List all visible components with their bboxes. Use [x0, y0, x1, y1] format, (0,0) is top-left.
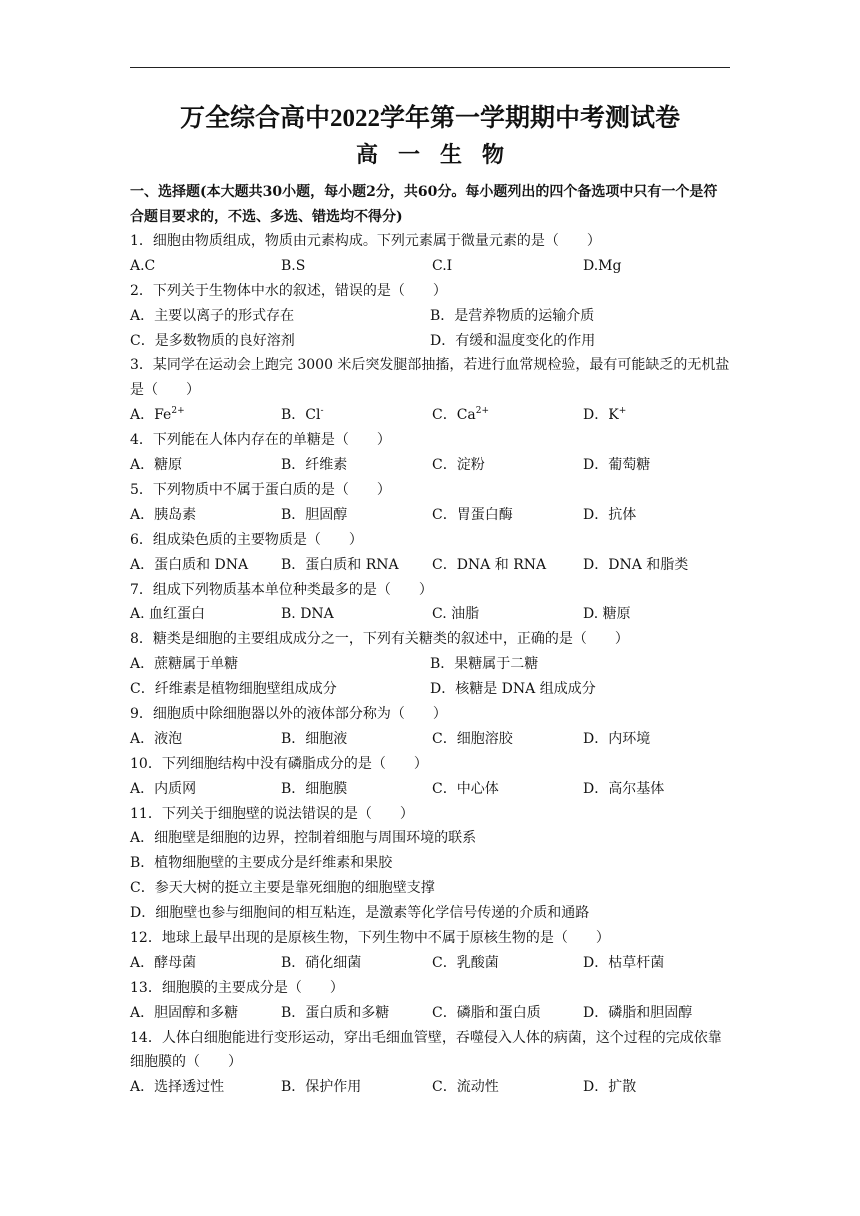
option-c: C．磷脂和蛋白质: [432, 1004, 541, 1021]
question-13-options: [130, 1001, 730, 1026]
question-8-options-row2: [130, 677, 730, 702]
exam-title: 万全综合高中2022学年第一学期期中考测试卷: [179, 105, 680, 132]
question-12-options: [130, 951, 730, 976]
option-b: B．细胞膜: [281, 780, 348, 797]
option-b: B. DNA: [281, 606, 334, 623]
option-a: A.C: [130, 257, 156, 274]
option-b: B．保护作用: [281, 1079, 362, 1096]
option-b: B．硝化细菌: [281, 954, 362, 971]
option-c: C．参天大树的挺立主要是靠死细胞的细胞壁支撑: [130, 880, 435, 897]
question-3-stem: 3．某同学在运动会上跑完 3000 米后突发腿部抽搐，若进行血常规检验，最有可能缺乏的无机盐是（ ）: [130, 357, 730, 399]
option-c: C. 油脂: [432, 606, 480, 623]
question-10-options: [130, 777, 730, 802]
option-d: D．抗体: [583, 506, 637, 523]
question-2-stem: 2．下列关于生物体中水的叙述，错误的是（ ）: [130, 282, 447, 299]
option-b: B．Cl-: [281, 406, 324, 424]
option-c: C．DNA 和 RNA: [432, 556, 547, 573]
charge-superscript: -: [320, 406, 324, 417]
question-14-stem: 14．人体白细胞能进行变形运动，穿出毛细血管壁，吞噬侵入人体的病菌，这个过程的完成依靠细胞膜的（ ）: [130, 1029, 722, 1071]
question-1-stem: 1．细胞由物质组成，物质由元素构成。下列元素属于微量元素的是（ ）: [130, 233, 601, 249]
question-11-stem: 11．下列关于细胞壁的说法错误的是（ ）: [130, 805, 414, 822]
question-8-options-row1: [130, 652, 730, 677]
question-5-stem: 5．下列物质中不属于蛋白质的是（ ）: [130, 481, 391, 498]
option-c: C．纤维素是植物细胞壁组成成分: [130, 681, 337, 698]
question-10-stem: 10．下列细胞结构中没有磷脂成分的是（ ）: [130, 755, 428, 772]
option-b: B．蛋白质和多糖: [281, 1004, 390, 1021]
option-c: C．是多数物质的良好溶剂: [130, 332, 295, 349]
option-a: A. 血红蛋白: [130, 606, 206, 623]
option-d: D．DNA 和脂类: [583, 556, 689, 573]
option-d: D．扩散: [583, 1079, 637, 1096]
question-6-stem: 6．组成染色质的主要物质是（ ）: [130, 531, 363, 548]
option-a: A．内质网: [130, 780, 197, 797]
question-7-stem: 7．组成下列物质基本单位种类最多的是（ ）: [130, 581, 433, 598]
option-a: A．胆固醇和多糖: [130, 1004, 239, 1021]
section-heading: 一、选择题(本大题共30小题，每小题2分，共60分。每小题列出的四个备选项中只有一个是符合题目要求的，不选、多选、错选均不得分): [130, 184, 718, 225]
question-2-options-row2: [130, 329, 730, 354]
option-a: A．蔗糖属于单糖: [130, 656, 239, 673]
question-3-options: [130, 403, 730, 428]
question-13-stem: 13．细胞膜的主要成分是（ ）: [130, 979, 344, 996]
question-2-options-row1: [130, 304, 730, 329]
charge-superscript: 2+: [475, 406, 490, 417]
option-a: A．糖原: [130, 457, 183, 474]
question-4-stem: 4．下列能在人体内存在的单糖是（ ）: [130, 432, 391, 449]
option-d: D. 糖原: [583, 606, 631, 623]
exam-page: [130, 100, 730, 1100]
charge-superscript: 2+: [171, 406, 185, 417]
option-c: C．乳酸菌: [432, 954, 499, 971]
question-1-options: [130, 254, 730, 279]
option-c: C．$Ca^{2+}$: [432, 406, 490, 424]
question-6-options: [130, 553, 730, 578]
question-8-stem: 8．糖类是细胞的主要组成成分之一，下列有关糖类的叙述中，正确的是（ ）: [130, 631, 629, 648]
option-d: D．核糖是 DNA 组成成分: [430, 681, 596, 698]
option-c: C．细胞溶胶: [432, 730, 513, 747]
option-c: C．胃蛋白酶: [432, 506, 513, 523]
option-b: B．纤维素: [281, 457, 348, 474]
option-c: C．中心体: [432, 780, 499, 797]
header-rule: [130, 67, 730, 68]
option-b: B．果糖属于二糖: [430, 656, 539, 673]
option-c: C.I: [432, 257, 453, 274]
option-d: D．高尔基体: [583, 780, 665, 797]
question-12-stem: 12．地球上最早出现的是原核生物，下列生物中不属于原核生物的是（ ）: [130, 929, 610, 946]
option-b: B．蛋白质和 RNA: [281, 556, 399, 573]
option-a: A．$Fe^{2+}$: [130, 406, 185, 424]
option-d: D.Mg: [583, 257, 622, 274]
question-5-options: [130, 503, 730, 528]
option-d: D．枯草杆菌: [583, 954, 665, 971]
option-a: A．液泡: [130, 730, 183, 747]
option-b: B．植物细胞壁的主要成分是纤维素和果胶: [130, 855, 393, 872]
option-b: B．胆固醇: [281, 506, 348, 523]
option-a: A．选择透过性: [130, 1079, 225, 1096]
option-d: D．细胞壁也参与细胞间的相互粘连，是激素等化学信号传递的介质和通路: [130, 905, 590, 922]
option-a: A．胰岛素: [130, 506, 197, 523]
option-d: D．K+: [583, 406, 627, 424]
option-d: D．磷脂和胆固醇: [583, 1004, 693, 1021]
option-a: A．主要以离子的形式存在: [130, 307, 295, 324]
option-d: D．葡萄糖: [583, 457, 651, 474]
question-4-options: [130, 453, 730, 478]
option-a: A．细胞壁是细胞的边界，控制着细胞与周围环境的联系: [130, 830, 477, 847]
question-9-stem: 9．细胞质中除细胞器以外的液体部分称为（ ）: [130, 705, 447, 722]
option-b: B．细胞液: [281, 730, 348, 747]
option-c: C．淀粉: [432, 457, 485, 474]
question-9-options: [130, 727, 730, 752]
charge-superscript: +: [618, 406, 627, 417]
question-14-options: [130, 1075, 730, 1100]
option-d: D．内环境: [583, 730, 651, 747]
option-d: D．有缓和温度变化的作用: [430, 332, 596, 349]
exam-subtitle: 高一生物: [355, 142, 524, 168]
option-c: C．流动性: [432, 1079, 499, 1096]
option-b: B．是营养物质的运输介质: [430, 307, 595, 324]
question-7-options: [130, 602, 730, 627]
option-b: B.S: [281, 257, 306, 274]
option-a: A．酵母菌: [130, 954, 197, 971]
option-a: A．蛋白质和 DNA: [130, 556, 249, 573]
